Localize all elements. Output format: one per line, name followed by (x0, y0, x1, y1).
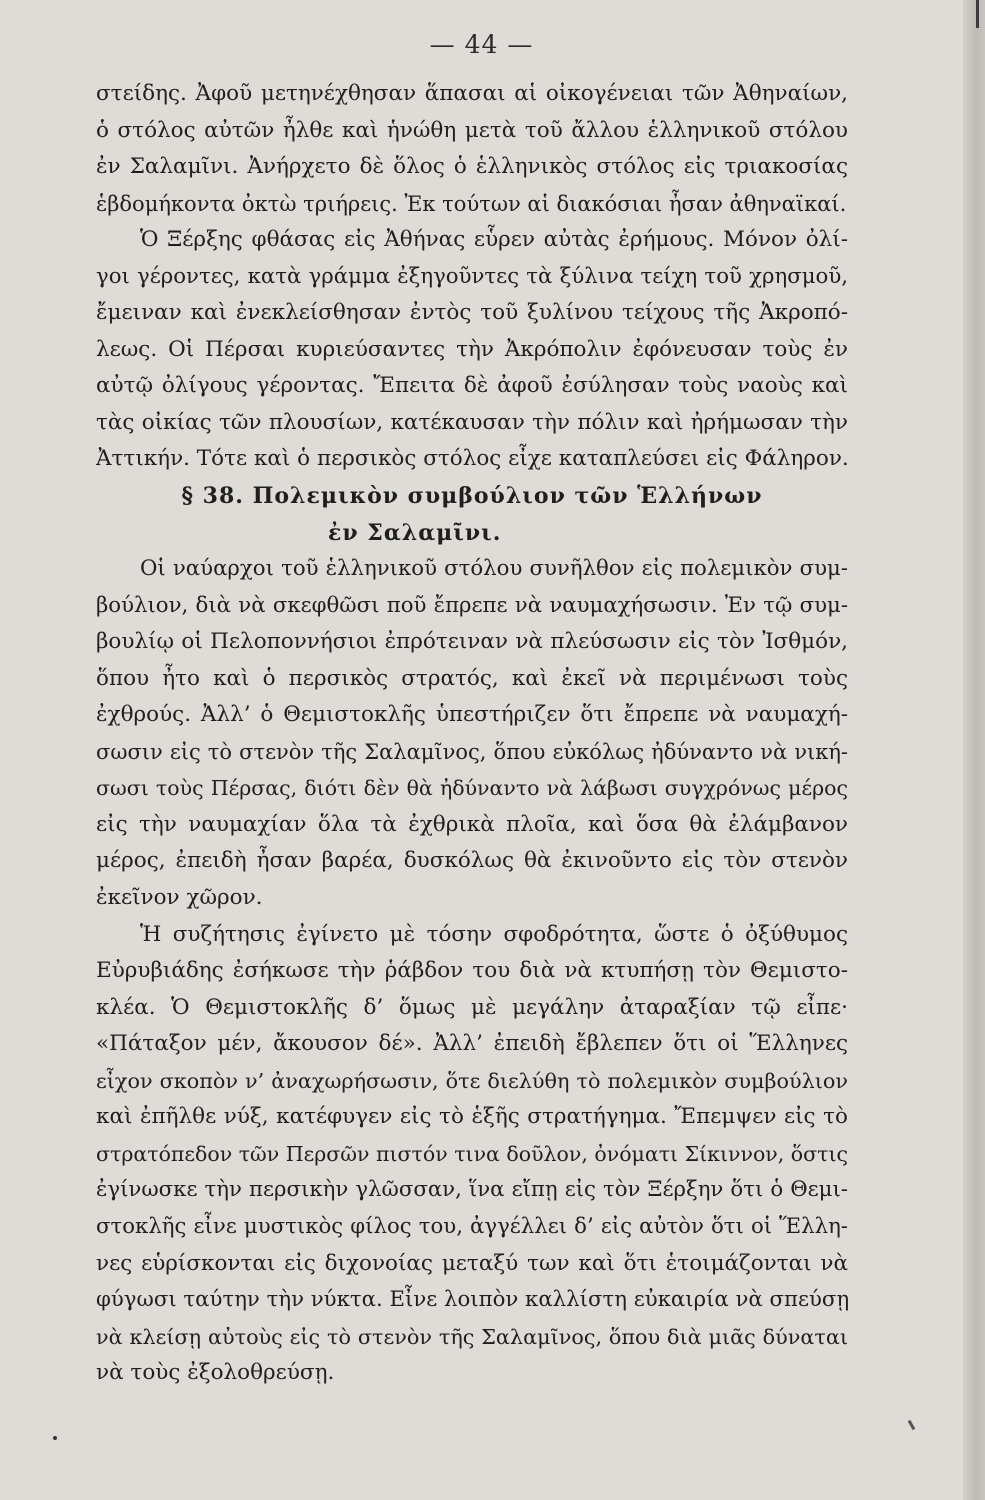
text-line: εἶχον σκοπὸν ν’ ἀναχωρήσωσιν, ὅτε διελύθη τὸ πολεμικὸν συμβούλιον (96, 1068, 848, 1093)
text-line: εἰς τὴν ναυμαχίαν ὅλα τὰ ἐχθρικὰ πλοῖα, καὶ ὅσα θὰ ἐλάμβανον (96, 811, 848, 837)
body-text (96, 76, 848, 1392)
text-line: στρατόπεδον τῶν Περσῶν πιστόν τινα δοῦλον, ὀνόματι Σίκιννον, ὅστις (96, 1141, 848, 1166)
text-line: Εὐρυβιάδης ἐσήκωσε τὴν ῥάβδον του διὰ νὰ κτυπήσῃ τὸν Θεμιστο- (96, 958, 848, 984)
text-line: λεως. Οἱ Πέρσαι κυριεύσαντες τὴν Ἀκρόπολιν ἐφόνευσαν τοὺς ἐν (96, 336, 848, 362)
text-line: αὐτῷ ὀλίγους γέροντας. Ἔπειτα δὲ ἀφοῦ ἐσύλησαν τοὺς ναοὺς καὶ (96, 373, 848, 399)
text-line: ἐγίνωσκε τὴν περσικὴν γλῶσσαν, ἵνα εἴπῃ εἰς τὸν Ξέρξην ὅτι ὁ Θεμι- (96, 1177, 848, 1203)
book-spine (963, 0, 985, 1500)
text-line: ἑβδομήκοντα ὀκτὼ τριήρεις. Ἐκ τούτων αἱ διακόσιαι ἦσαν ἀθηναϊκαί. (96, 191, 847, 216)
text-line: καὶ ἐπῆλθε νύξ, κατέφυγεν εἰς τὸ ἑξῆς στρατήγημα. Ἔπεμψεν εἰς τὸ (96, 1104, 848, 1130)
text-line: Ἀττικήν. Τότε καὶ ὁ περσικὸς στόλος εἶχε καταπλεύσει εἰς Φάληρον. (96, 446, 849, 472)
text-line: «Πάταξον μέν, ἄκουσον δέ». Ἀλλ’ ἐπειδὴ ἔβλεπεν ὅτι οἱ Ἕλληνες (96, 1031, 848, 1057)
text-line: Οἱ ναύαρχοι τοῦ ἑλληνικοῦ στόλου συνῆλθον εἰς πολεμικὸν συμ- (140, 556, 848, 582)
text-line: γοι γέροντες, κατὰ γράμμα ἐξηγοῦντες τὰ ξύλινα τείχη τοῦ χρησμοῦ, (96, 263, 848, 289)
text-line: φύγωσι ταύτην τὴν νύκτα. Εἶνε λοιπὸν καλλίστη εὐκαιρία νὰ σπεύσῃ (96, 1287, 850, 1313)
text-line: στείδης. Ἀφοῦ μετηνέχθησαν ἅπασαι αἱ οἰκογένειαι τῶν Ἀθηναίων, (96, 81, 848, 106)
text-line: τὰς οἰκίας τῶν πλουσίων, κατέκαυσαν τὴν πόλιν καὶ ἠρήμωσαν τὴν (96, 409, 848, 435)
text-line: νὰ κλείσῃ αὐτοὺς εἰς τὸ στενὸν τῆς Σαλαμῖνος, ὅπου διὰ μιᾶς δύναται (96, 1324, 848, 1349)
ink-speck (53, 1436, 57, 1440)
text-line: νὰ τοὺς ἐξολοθρεύσῃ. (96, 1360, 335, 1386)
text-line: ἔμειναν καὶ ἐνεκλείσθησαν ἐντὸς τοῦ ξυλίνου τείχους τῆς Ἀκροπό- (96, 300, 848, 326)
text-line: σωσι τοὺς Πέρσας, διότι δὲν θὰ ἠδύναντο νὰ λάβωσι συγχρόνως μέρος (96, 776, 848, 801)
text-line: ὅπου ἦτο καὶ ὁ περσικὸς στρατός, καὶ ἐκεῖ νὰ περιμένωσι τοὺς (96, 665, 848, 691)
text-line: κλέα. Ὁ Θεμιστοκλῆς δ’ ὅμως μὲ μεγάλην ἀταραξίαν τῷ εἶπε· (96, 994, 848, 1020)
text-line: ἐκεῖνον χῶρον. (96, 885, 263, 911)
text-line: βούλιον, διὰ νὰ σκεφθῶσι ποῦ ἔπρεπε νὰ ναυμαχήσωσιν. Ἐν τῷ συμ- (96, 592, 848, 618)
text-line: Ἡ συζήτησις ἐγίνετο μὲ τόσην σφοδρότητα, ὥστε ὁ ὀξύθυμος (140, 921, 848, 947)
pencil-mark (908, 1420, 916, 1430)
page-number: — 44 — (429, 30, 534, 59)
text-line: σωσιν εἰς τὸ στενὸν τῆς Σαλαμῖνος, ὅπου εὐκόλως ἠδύναντο νὰ νική- (96, 739, 848, 764)
text-line: νες εὑρίσκονται εἰς διχονοίας μεταξύ των καὶ ὅτι ἑτοιμάζονται νὰ (96, 1250, 848, 1276)
text-line: βουλίῳ οἱ Πελοποννήσιοι ἐπρότειναν νὰ πλεύσωσιν εἰς τὸν Ἰσθμόν, (96, 629, 848, 655)
text-line: ἐν Σαλαμῖνι. Ἀνήρχετο δὲ ὅλος ὁ ἑλληνικὸς στόλος εἰς τριακοσίας (96, 154, 848, 180)
section-heading: § 38. Πολεμικὸν συμβούλιον τῶν Ἑλλήνων (181, 483, 763, 510)
section-heading-cont: ἐν Σαλαμῖνι. (328, 519, 502, 546)
text-line: μέρος, ἐπειδὴ ἦσαν βαρέα, δυσκόλως θὰ ἐκινοῦντο εἰς τὸν στενὸν (96, 848, 848, 874)
text-line: Ὁ Ξέρξης φθάσας εἰς Ἀθήνας εὗρεν αὐτὰς ἐρήμους. Μόνον ὀλί- (140, 227, 848, 253)
text-line: ἐχθρούς. Ἀλλ’ ὁ Θεμιστοκλῆς ὑπεστήριζεν ὅτι ἔπρεπε νὰ ναυμαχή- (96, 702, 848, 728)
text-line: στοκλῆς εἶνε μυστικὸς φίλος του, ἀγγέλλει δ’ εἰς αὐτὸν ὅτι οἱ Ἕλλη- (96, 1213, 848, 1239)
spine-mark (976, 0, 979, 28)
text-line: ὁ στόλος αὐτῶν ἦλθε καὶ ἡνώθη μετὰ τοῦ ἄλλου ἑλληνικοῦ στόλου (96, 117, 848, 143)
